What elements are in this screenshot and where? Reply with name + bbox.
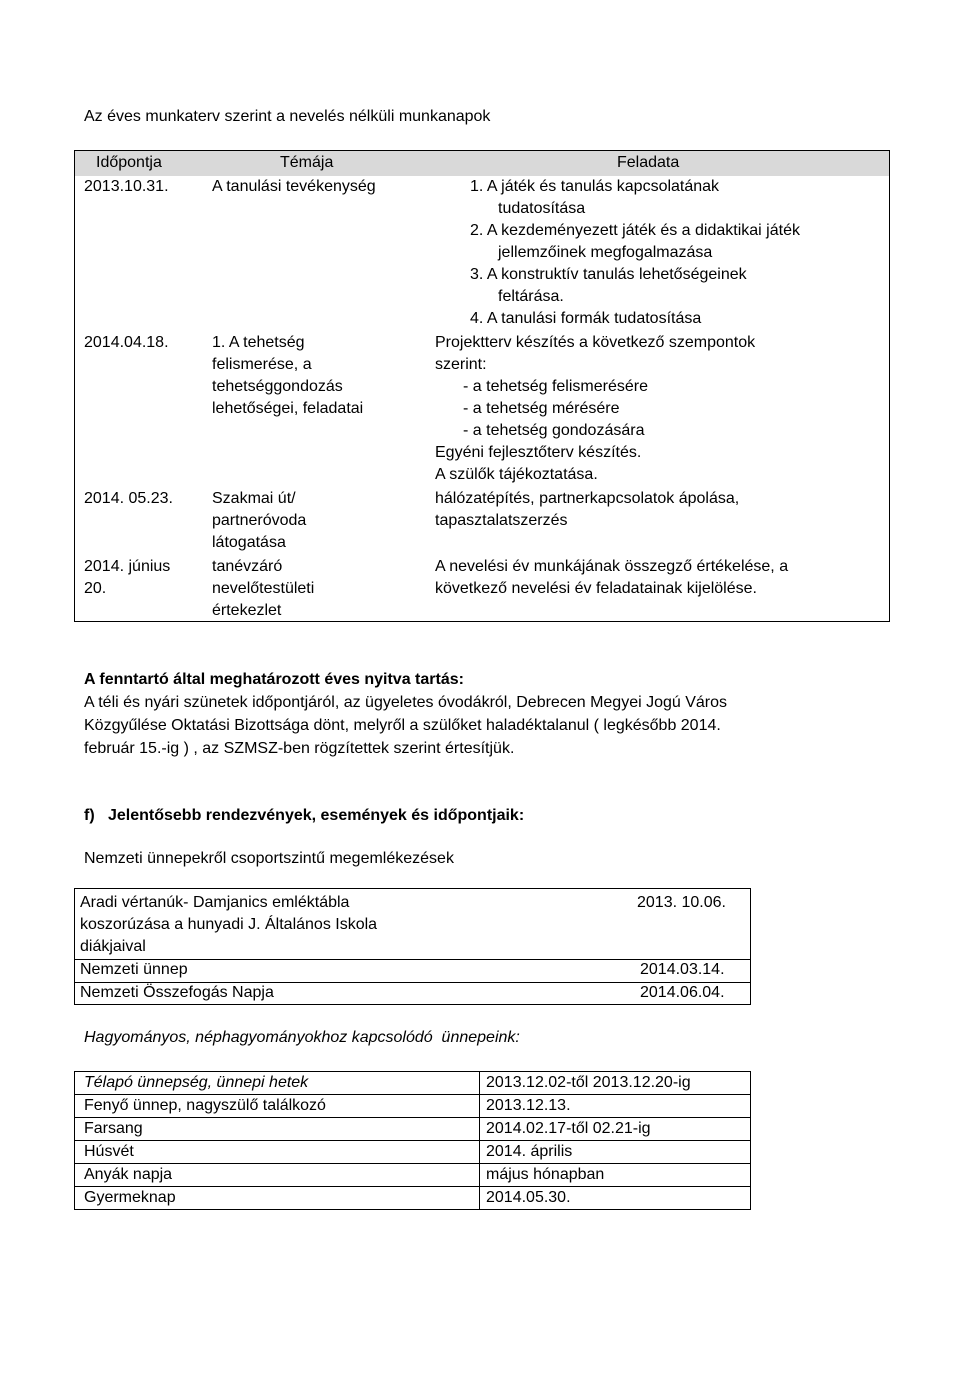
traditional-name: Húsvét (84, 1143, 134, 1160)
row2-date: 2014.04.18. (84, 334, 169, 351)
traditional-date: 2014.05.30. (486, 1189, 571, 1206)
row4-tasks: A nevelési év munkájának összegző értékelése, a következő nevelési év feladatainak kijelölése. (435, 558, 789, 597)
national-row: Nemzeti Összefogás Napja (80, 984, 274, 1001)
traditional-date: 2014.02.17-től 02.21-ig (486, 1120, 651, 1137)
maintainer-line-1: A téli és nyári szünetek időpontjáról, az ügyeletes óvodákról, Debrecen Megyei Jogú Város (84, 694, 728, 711)
row4-date: 2014. június 20. (84, 558, 171, 597)
national-row: Nemzeti ünnep (80, 961, 188, 978)
traditional-date: 2013.12.02-től 2013.12.20-ig (486, 1074, 691, 1091)
section-heading: Az éves munkaterv szerint a nevelés nélküli munkanapok (84, 108, 491, 125)
traditional-date: 2013.12.13. (486, 1097, 571, 1114)
row2-tasks: Projektterv készítés a következő szempontok szerint: - a tehetség felismerésére - a tehetség mérésére - a tehetség gondozására Egyéni fejlesztőterv készítés. A szülők tájékoztatása. (435, 334, 756, 483)
traditional-name: Anyák napja (84, 1166, 173, 1183)
table-header-row (74, 150, 890, 176)
row3-tasks: hálózatépítés, partnerkapcsolatok ápolása, tapasztalatszerzés (435, 490, 740, 529)
traditional-date: 2014. április (486, 1143, 573, 1160)
row1-topic: A tanulási tevékenység (212, 178, 376, 195)
traditional-heading: Hagyományos, néphagyományokhoz kapcsolódó ünnepeink: (84, 1029, 520, 1046)
maintainer-line-3: február 15.-ig ) , az SZMSZ-ben rögzítettek szerint értesítjük. (84, 740, 515, 757)
row3-date: 2014. 05.23. (84, 490, 173, 507)
national-row: Aradi vértanúk- Damjanics emléktábla koszorúzása a hunyadi J. Általános Iskola diákjaival (80, 894, 378, 955)
row1-date: 2013.10.31. (84, 178, 169, 195)
traditional-name: Fenyő ünnep, nagyszülő találkozó (84, 1097, 326, 1114)
row3-topic: Szakmai út/ partneróvoda látogatása (212, 490, 307, 551)
row1-tasks: 1. A játék és tanulás kapcsolatának tudatosítása 2. A kezdeményezett játék és a didaktikai játék jellemzőinek megfogalmazása 3. A konstruktív tanulás lehetőségeinek feltárása. 4. A tanulási formák tudatosítása (470, 178, 800, 327)
traditional-name: Télapó ünnepség, ünnepi hetek (84, 1074, 309, 1091)
national-date: 2014.03.14. (640, 961, 725, 978)
header-task: Feladata (617, 154, 680, 171)
row2-topic: 1. A tehetség felismerése, a tehetséggondozás lehetőségei, feladatai (212, 334, 364, 417)
events-heading: f) Jelentősebb rendezvények, események és időpontjaik: (84, 807, 525, 824)
maintainer-line-2: Közgyűlése Oktatási Bizottsága dönt, melyről a szülőket haladéktalanul ( legkésőbb 2014. (84, 717, 721, 734)
national-heading: Nemzeti ünnepekről csoportszintű megemlékezések (84, 850, 454, 867)
header-date: Időpontja (96, 154, 162, 171)
header-topic: Témája (280, 154, 334, 171)
row4-topic: tanévzáró nevelőtestületi értekezlet (212, 558, 315, 619)
national-date: 2014.06.04. (640, 984, 725, 1001)
national-date: 2013. 10.06. (637, 894, 726, 911)
traditional-name: Farsang (84, 1120, 143, 1137)
traditional-name: Gyermeknap (84, 1189, 176, 1206)
maintainer-title: A fenntartó által meghatározott éves nyitva tartás: (84, 671, 464, 688)
traditional-date: május hónapban (486, 1166, 605, 1183)
